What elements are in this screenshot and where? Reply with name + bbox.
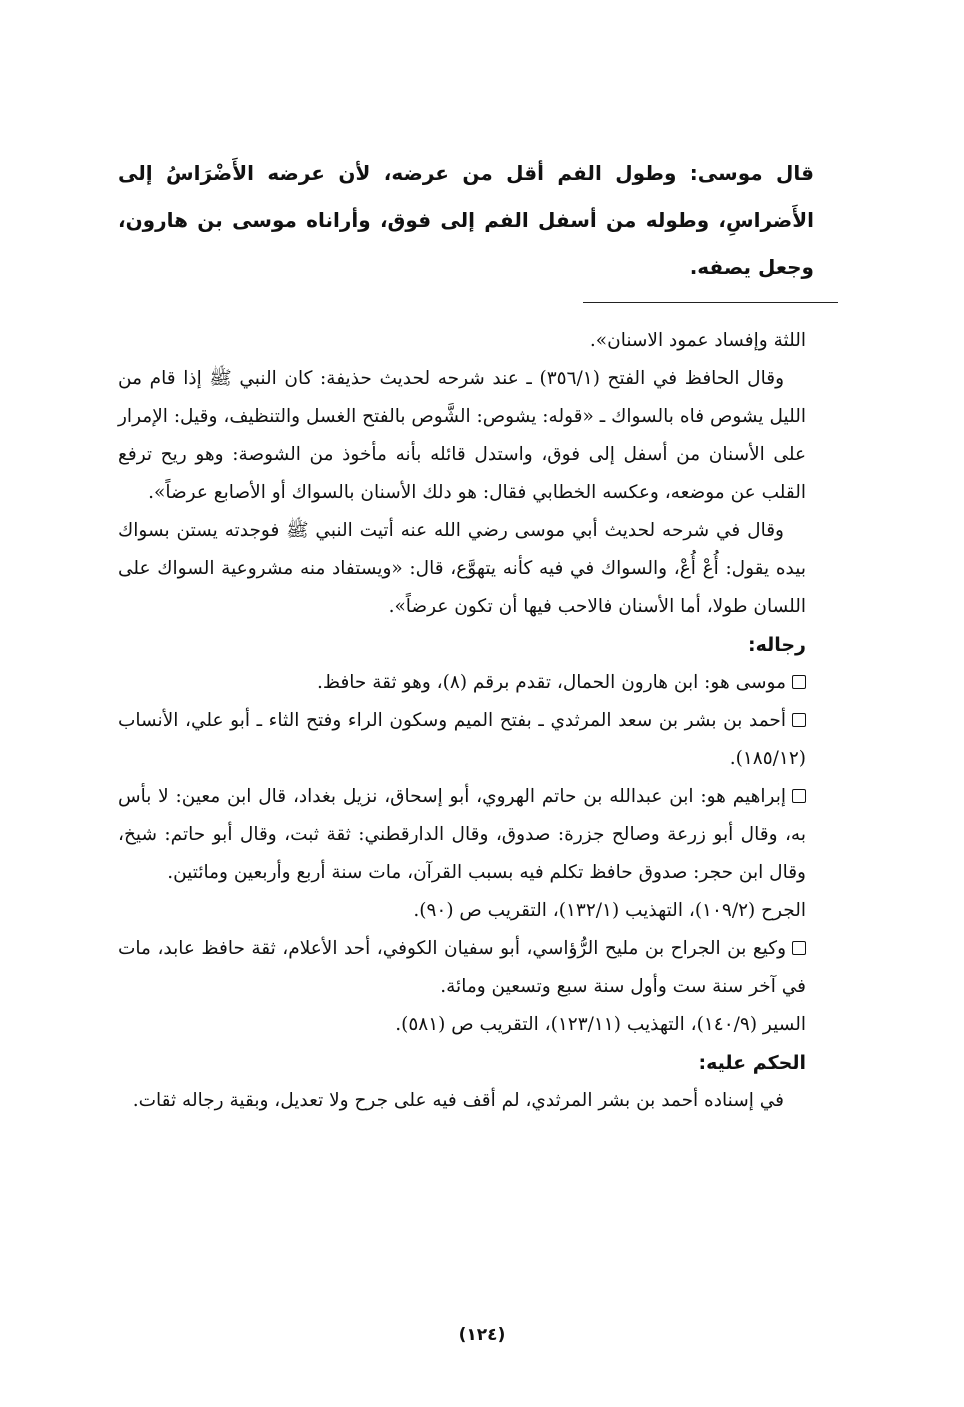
- men-heading: رجاله:: [747, 634, 806, 656]
- checkbox-square-icon: [792, 713, 806, 727]
- footnote-fath-abu-musa: وقال في شرحه لحديث أبي موسى رضي الله عنه أتيت النبي ﷺ فوجدته يستن بسواك بيده يقول: أُعْ أُعْ، والسواك في فيه كأنه يتهوَّع، قال: «ويستفاد منه مشروعية السواك على اللسان طولا، أما الأسنان فالاحب فيها أن تكون عرضاً».: [118, 520, 806, 617]
- narrator-reference: الجرح (١٠٩/٢)، التهذيب (١٣٢/١)، التقريب ص (٩٠).: [413, 900, 806, 921]
- checkbox-square-icon: [792, 941, 806, 955]
- main-text: [118, 150, 814, 291]
- footnotes: [118, 322, 806, 1120]
- footnote-separator: [583, 302, 838, 303]
- narrator-entry: [118, 702, 806, 778]
- page-number: (١٢٤): [458, 1325, 506, 1345]
- checkbox-square-icon: [792, 675, 806, 689]
- ruling-text: في إسناده أحمد بن بشر المرثدي، لم أقف فيه على جرح ولا تعديل، وبقية رجاله ثقات.: [132, 1090, 784, 1111]
- ruling-heading: الحكم عليه:: [698, 1052, 806, 1074]
- checkbox-square-icon: [792, 789, 806, 803]
- narrator-ahmad: أحمد بن بشر بن سعد المرثدي ـ بفتح الميم وسكون الراء وفتح الثاء ـ أبو علي، الأنساب (١٨٥/١٢).: [118, 710, 806, 769]
- narrator-entry: [118, 778, 806, 892]
- narrator-reference: السير (١٤٠/٩)، التهذيب (١٢٣/١١)، التقريب ص (٥٨١).: [395, 1014, 806, 1035]
- main-paragraph: قال موسى: وطول الفم أقل من عرضه، لأن عرضه الأَضْرَاسُ إلى الأَضراسِ، وطوله من أسفل الفم إلى فوق، وأراناه موسى بن هارون، وجعل يصفه.: [118, 161, 814, 279]
- footnote-continuation: اللثة وإفساد عمود الاسنان».: [589, 330, 806, 351]
- narrator-entry: [118, 664, 806, 702]
- narrator-musa: موسى هو: ابن هارون الحمال، تقدم برقم (٨)، وهو ثقة حافظ.: [317, 672, 786, 693]
- narrator-ibrahim: إبراهيم هو: ابن عبدالله بن حاتم الهروي، أبو إسحاق، نزيل بغداد، قال ابن معين: لا بأس به، وقال أبو زرعة وصالح جزرة: صدوق، وقال الدارقطني: ثقة ثبت، وقال أبو حاتم: شيخ، وقال ابن حجر: صدوق حافظ تكلم فيه بسبب القرآن، مات سنة أربع وأربعين ومائتين.: [118, 786, 806, 883]
- narrator-entry: [118, 930, 806, 1006]
- narrator-waki: وكيع بن الجراح بن مليح الرُّؤاسي، أبو سفيان الكوفي، أحد الأعلام، ثقة حافظ عابد، مات في آخر سنة ست وأول سنة سبع وتسعين ومائة.: [118, 938, 806, 997]
- footnote-fath-shaws: وقال الحافظ في الفتح (٣٥٦/١) ـ عند شرحه لحديث حذيفة: كان النبي ﷺ إذا قام من الليل يشوص فاه بالسواك ـ «قوله: يشوص: الشَّوص بالفتح الغسل والتنظيف، وقيل: الإمرار على الأسنان من أسفل إلى فوق، واستدل قائله بأنه مأخوذ من الشوصة: وهو ريح ترفع القلب عن موضعه، وعكسه الخطابي فقال: هو دلك الأسنان بالسواك أو الأصابع عرضاً».: [118, 368, 806, 503]
